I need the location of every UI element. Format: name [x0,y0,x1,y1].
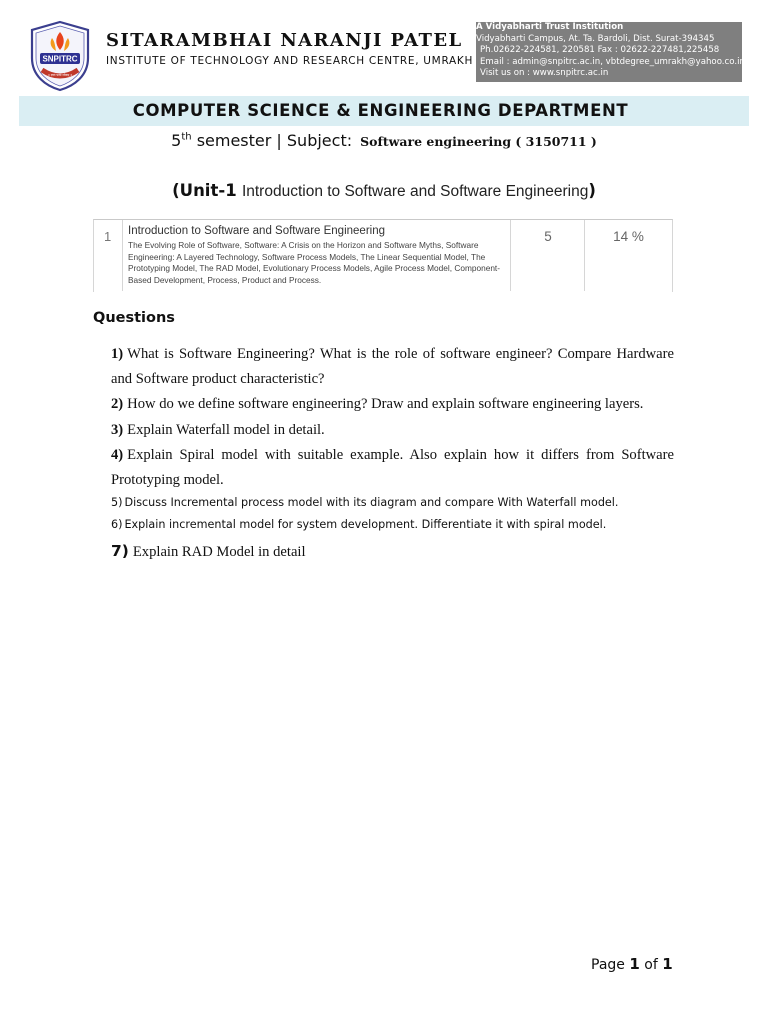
semester-line [0,131,768,150]
syllabus-topic-title: Introduction to Software and Software Engineering [128,225,385,237]
question-number: 4) [111,446,124,463]
total-pages: 1 [662,955,673,973]
syllabus-hours: 5 [544,229,552,244]
trust-info-box [476,22,745,82]
institute-logo [28,20,92,92]
of-label: of [644,957,658,973]
unit-heading [0,181,768,201]
syllabus-hours-cell [511,220,585,291]
questions-list [111,342,674,562]
trust-line: Visit us on : www.snpitrc.ac.in [480,68,609,79]
question-number: 6) [111,518,123,532]
trust-line: Email : admin@snpitrc.ac.in, vbtdegree_umrakh@yahoo.co.in [480,56,745,67]
institute-subtitle: INSTITUTE OF TECHNOLOGY AND RESEARCH CENTRE, UMRAKH [106,55,474,67]
semester-label: semester | Subject: [191,131,353,150]
question-number: 2) [111,396,124,413]
question-item [111,517,674,533]
syllabus-topic-cell [123,220,511,291]
logo-text: SNPITRC [42,54,78,64]
question-text: Explain Waterfall model in detail. [127,421,325,438]
question-item [111,418,674,443]
semester-number: 5 [171,131,182,150]
question-text: Discuss Incremental process model with its diagram and compare With Waterfall model. [124,496,619,510]
page-number-footer [591,955,673,973]
department-band [19,96,749,126]
subject-name: Software engineering ( 3150711 ) [360,134,597,149]
questions-heading: Questions [93,310,175,326]
current-page: 1 [629,955,640,973]
syllabus-table [93,219,673,292]
trust-line: Ph.02622-224581, 220581 Fax : 02622-227481,225458 [480,45,720,56]
department-title: COMPUTER SCIENCE & ENGINEERING DEPARTMENT [132,101,629,120]
question-number: 1) [111,346,124,362]
question-text: What is Software Engineering? What is the role of software engineer? Compare Hardware and Software product characteristic? [111,346,674,388]
unit-close: ) [588,181,596,200]
syllabus-topic-description: The Evolving Role of Software, Software: A Crisis on the Horizon and Software Myths, Software Engineering: A Layered Technology, Software Process Models, The Linear Sequential Model, The Prototyping Model, The RAD Model, Evolutionary Process Models, Agile Process Model, Component-Based Development, Process, Product and Process. [128,240,500,285]
syllabus-number: 1 [104,229,112,244]
question-number: 5) [111,496,123,510]
question-item [111,495,674,511]
question-text: How do we define software engineering? Draw and explain software engineering layers. [127,396,644,413]
question-text: Explain Spiral model with suitable example. Also explain how it differs from Software Prototyping model. [111,446,674,489]
question-item [111,392,674,417]
syllabus-weightage: 14 % [613,229,644,244]
unit-open: (Unit-1 [172,181,237,200]
semester-suffix: th [181,131,192,143]
syllabus-number-cell [94,220,123,291]
syllabus-weightage-cell [585,220,672,291]
institute-name: SITARAMBHAI NARANJI PATEL [106,30,463,51]
question-number: 7) [111,542,129,561]
question-text: Explain incremental model for system development. Differentiate it with spiral model. [124,518,607,532]
page-label: Page [591,957,625,973]
trust-line: A Vidyabharti Trust Institution [476,22,624,32]
question-item [111,541,674,562]
trust-line: Vidyabharti Campus, At. Ta. Bardoli, Dist. Surat-394345 [476,33,715,44]
unit-title: Introduction to Software and Software Engineering [241,183,589,200]
question-item [111,443,674,493]
question-text: Explain RAD Model in detail [132,544,306,561]
question-item [111,342,674,392]
logo-motto: ॥ ज्ञानं परमं ध्येयम् ॥ [47,73,73,77]
question-number: 3) [111,421,124,438]
